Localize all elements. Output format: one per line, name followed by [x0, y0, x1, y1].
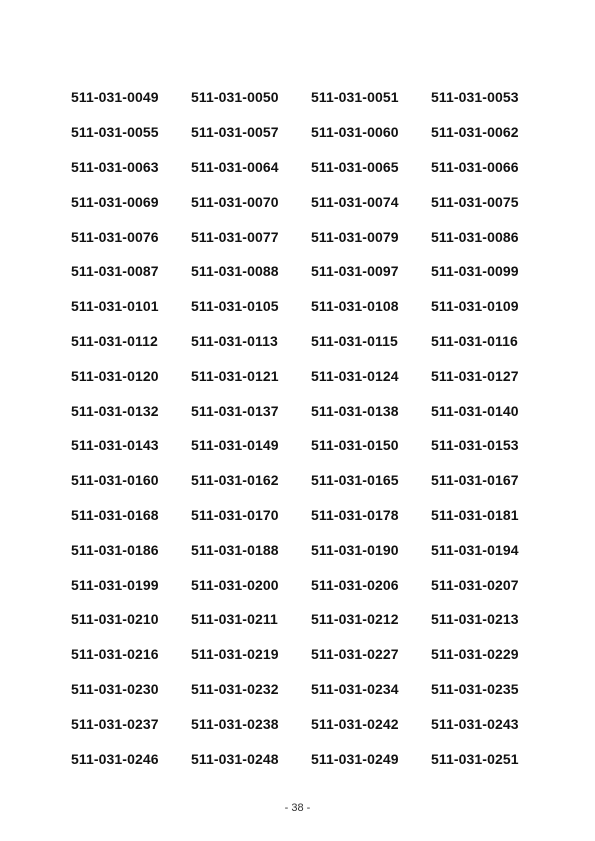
code-entry: 511-031-0074 [311, 193, 399, 210]
code-entry: 511-031-0065 [311, 158, 399, 175]
code-entry: 511-031-0115 [311, 332, 398, 349]
code-entry: 511-031-0051 [311, 89, 399, 106]
code-entry: 511-031-0140 [431, 402, 519, 419]
code-entry: 511-031-0101 [71, 298, 159, 315]
code-entry: 511-031-0120 [71, 367, 159, 384]
code-entry: 511-031-0150 [311, 437, 399, 454]
code-entry: 511-031-0207 [431, 576, 519, 593]
page-number: - 38 - [284, 802, 311, 814]
code-entry: 511-031-0160 [71, 472, 159, 489]
code-entry: 511-031-0063 [71, 158, 159, 175]
code-entry: 511-031-0097 [311, 263, 399, 280]
code-entry: 511-031-0181 [431, 506, 519, 523]
code-entry: 511-031-0099 [431, 263, 519, 280]
code-entry: 511-031-0066 [431, 158, 519, 175]
code-entry: 511-031-0194 [431, 541, 519, 558]
code-entry: 511-031-0190 [311, 541, 399, 558]
code-entry: 511-031-0057 [191, 124, 279, 141]
code-entry: 511-031-0087 [71, 263, 159, 280]
code-entry: 511-031-0112 [71, 332, 158, 349]
code-entry: 511-031-0242 [311, 715, 399, 732]
code-entry: 511-031-0237 [71, 715, 159, 732]
code-entry: 511-031-0230 [71, 680, 159, 697]
code-entry: 511-031-0178 [311, 506, 399, 523]
code-entry: 511-031-0143 [71, 437, 159, 454]
code-entry: 511-031-0167 [431, 472, 519, 489]
code-entry: 511-031-0243 [431, 715, 519, 732]
code-entry: 511-031-0088 [191, 263, 279, 280]
code-entry: 511-031-0127 [431, 367, 519, 384]
code-list [71, 80, 551, 776]
code-entry: 511-031-0070 [191, 193, 279, 210]
code-entry: 511-031-0086 [431, 228, 519, 245]
code-entry: 511-031-0248 [191, 750, 279, 767]
code-entry: 511-031-0075 [431, 193, 519, 210]
code-entry: 511-031-0235 [431, 680, 519, 697]
code-entry: 511-031-0168 [71, 506, 159, 523]
code-entry: 511-031-0105 [191, 298, 279, 315]
code-entry: 511-031-0077 [191, 228, 279, 245]
code-entry: 511-031-0188 [191, 541, 279, 558]
code-entry: 511-031-0162 [191, 472, 279, 489]
code-entry: 511-031-0113 [191, 332, 278, 349]
code-entry: 511-031-0211 [191, 611, 278, 628]
code-entry: 511-031-0121 [191, 367, 279, 384]
code-entry: 511-031-0219 [191, 646, 279, 663]
code-entry: 511-031-0212 [311, 611, 399, 628]
code-entry: 511-031-0206 [311, 576, 399, 593]
code-entry: 511-031-0060 [311, 124, 399, 141]
code-entry: 511-031-0062 [431, 124, 519, 141]
code-entry: 511-031-0227 [311, 646, 399, 663]
code-entry: 511-031-0210 [71, 611, 159, 628]
code-entry: 511-031-0138 [311, 402, 399, 419]
code-entry: 511-031-0165 [311, 472, 399, 489]
code-entry: 511-031-0213 [431, 611, 519, 628]
code-entry: 511-031-0229 [431, 646, 519, 663]
code-entry: 511-031-0199 [71, 576, 159, 593]
code-entry: 511-031-0064 [191, 158, 279, 175]
code-entry: 511-031-0251 [431, 750, 519, 767]
code-entry: 511-031-0049 [71, 89, 159, 106]
code-entry: 511-031-0050 [191, 89, 279, 106]
code-entry: 511-031-0186 [71, 541, 159, 558]
code-entry: 511-031-0079 [311, 228, 399, 245]
code-entry: 511-031-0149 [191, 437, 279, 454]
code-entry: 511-031-0116 [431, 332, 518, 349]
code-entry: 511-031-0053 [431, 89, 519, 106]
code-entry: 511-031-0153 [431, 437, 519, 454]
code-entry: 511-031-0137 [191, 402, 279, 419]
code-entry: 511-031-0055 [71, 124, 159, 141]
code-entry: 511-031-0249 [311, 750, 399, 767]
code-entry: 511-031-0124 [311, 367, 399, 384]
code-entry: 511-031-0132 [71, 402, 159, 419]
code-entry: 511-031-0232 [191, 680, 279, 697]
code-entry: 511-031-0216 [71, 646, 159, 663]
code-entry: 511-031-0108 [311, 298, 399, 315]
code-entry: 511-031-0200 [191, 576, 279, 593]
code-entry: 511-031-0069 [71, 193, 159, 210]
code-entry: 511-031-0238 [191, 715, 279, 732]
code-entry: 511-031-0170 [191, 506, 279, 523]
code-entry: 511-031-0234 [311, 680, 399, 697]
code-entry: 511-031-0246 [71, 750, 159, 767]
code-entry: 511-031-0076 [71, 228, 159, 245]
code-entry: 511-031-0109 [431, 298, 519, 315]
